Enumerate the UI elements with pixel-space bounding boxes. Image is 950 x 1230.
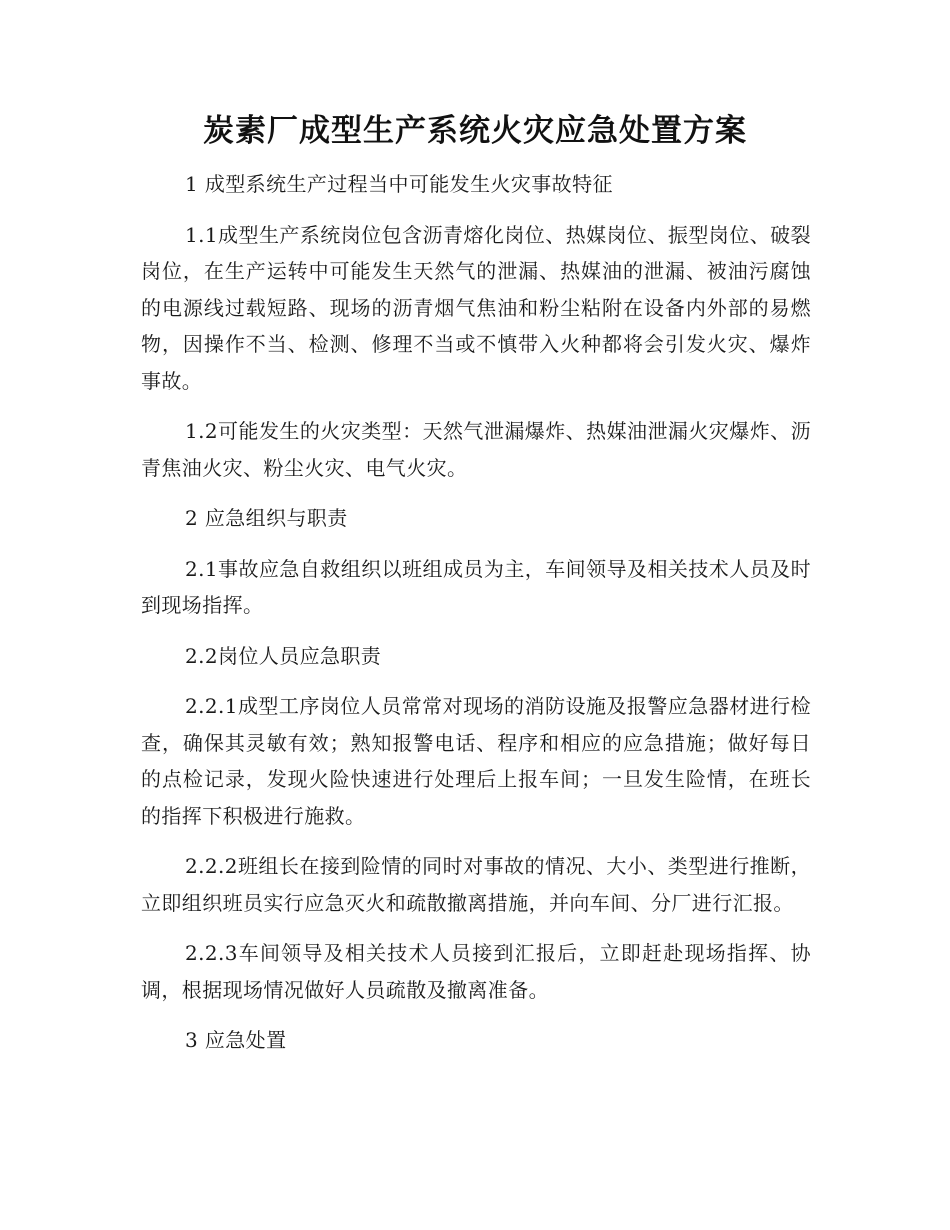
paragraph-2-1: 2.1事故应急自救组织以班组成员为主，车间领导及相关技术人员及时到现场指挥。: [141, 556, 811, 617]
paragraph-2-2-2: 2.2.2班组长在接到险情的同时对事故的情况、大小、类型进行推断，立即组织班员实行应急灭火和疏散撤离措施，并向车间、分厂进行汇报。: [141, 854, 811, 915]
paragraph-2-2-1: 2.2.1成型工序岗位人员常常对现场的消防设施及报警应急器材进行检查，确保其灵敏有效；熟知报警电话、程序和相应的应急措施；做好每日的点检记录，发现火险快速进行处理后上报车间；一旦发生险情，在班长的指挥下积极进行施救。: [141, 694, 811, 828]
paragraph-2-2-3: 2.2.3车间领导及相关技术人员接到汇报后，立即赶赴现场指挥、协调，根据现场情况做好人员疏散及撤离准备。: [141, 941, 811, 1002]
document-title: 炭素厂成型生产系统火灾应急处置方案: [203, 113, 747, 149]
document-body: [141, 166, 811, 1073]
section-heading-1: 1 成型系统生产过程当中可能发生火灾事故特征: [185, 172, 613, 196]
paragraph-1-1: 1.1成型生产系统岗位包含沥青熔化岗位、热媒岗位、振型岗位、破裂岗位，在生产运转中可能发生天然气的泄漏、热媒油的泄漏、被油污腐蚀的电源线过载短路、现场的沥青烟气焦油和粉尘粘附在设备内外部的易燃物，因操作不当、检测、修理不当或不慎带入火种都将会引发火灾、爆炸事故。: [141, 222, 811, 393]
subsection-heading-2-2: 2.2岗位人员应急职责: [185, 643, 382, 668]
section-heading-3: 3 应急处置: [185, 1028, 287, 1052]
section-heading-2: 2 应急组织与职责: [185, 506, 348, 530]
paragraph-1-2: 1.2可能发生的火灾类型：天然气泄漏爆炸、热媒油泄漏火灾爆炸、沥青焦油火灾、粉尘火灾、电气火灾。: [141, 419, 811, 480]
